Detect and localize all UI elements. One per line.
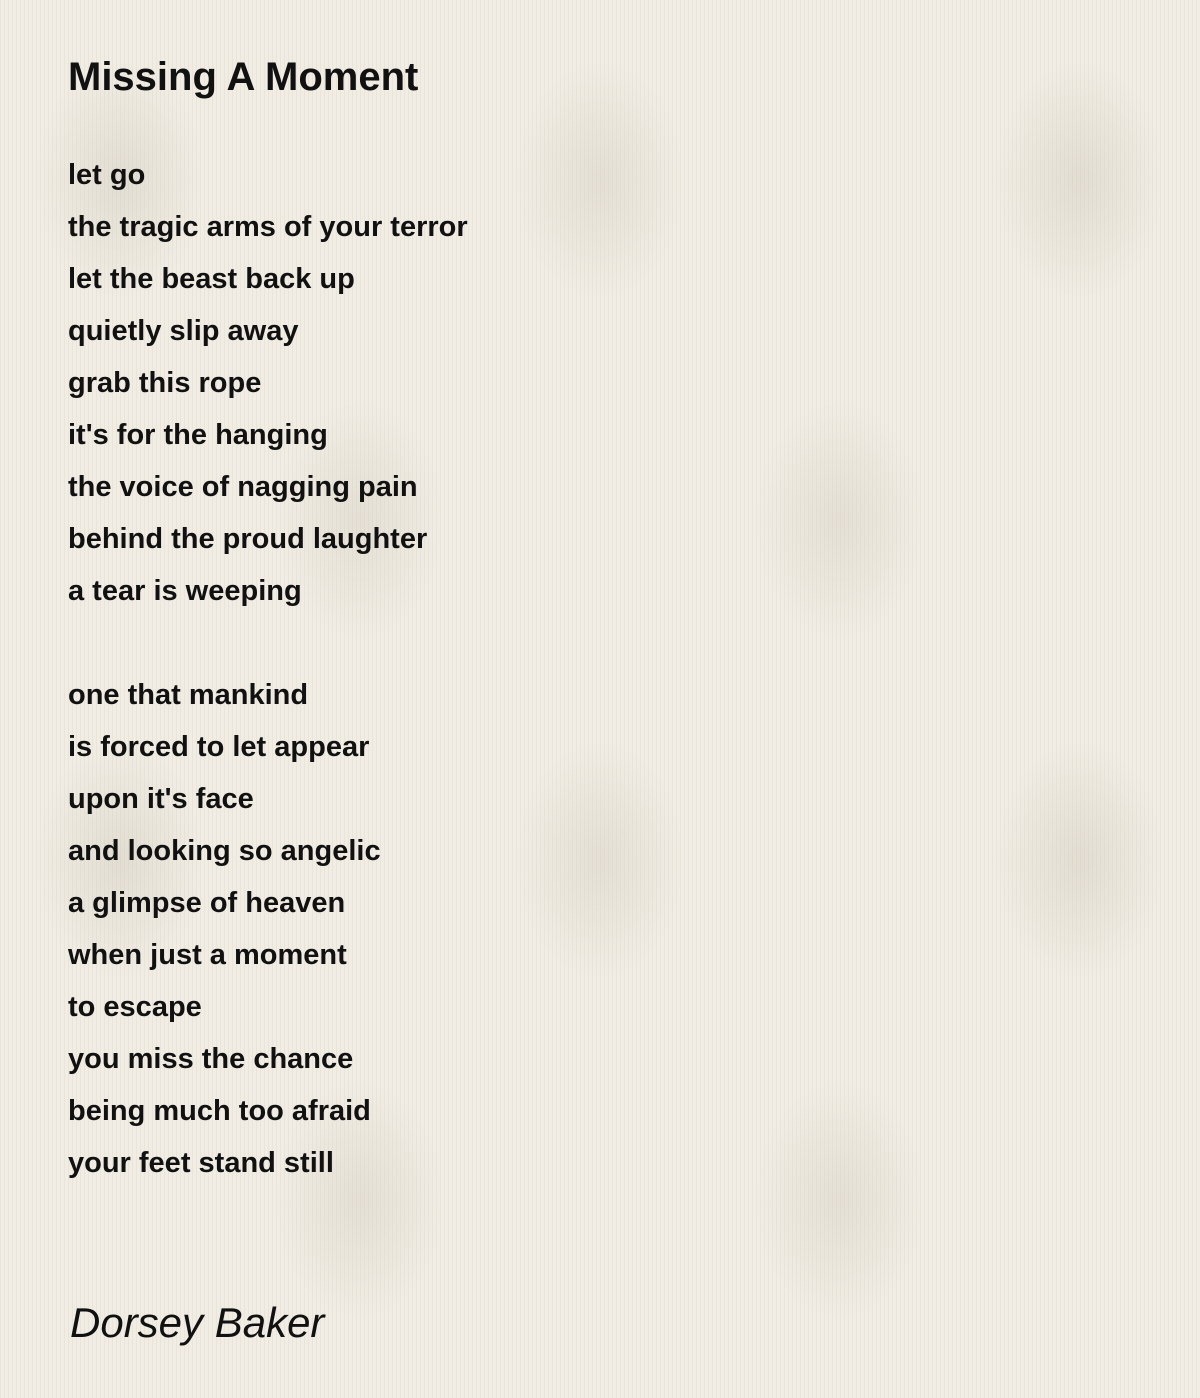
- stanza-2: [68, 669, 768, 1189]
- poem-line: grab this rope: [68, 367, 262, 399]
- poem-line: the tragic arms of your terror: [68, 211, 468, 243]
- poem-line: to escape: [68, 991, 202, 1023]
- poem-line: quietly slip away: [68, 315, 299, 347]
- poem-line: when just a moment: [68, 939, 347, 971]
- poem-line: let go: [68, 159, 146, 191]
- poem-body: [68, 149, 768, 1241]
- poem-line: your feet stand still: [68, 1147, 334, 1179]
- poem-line: you miss the chance: [68, 1043, 354, 1075]
- poem-line: is forced to let appear: [68, 731, 370, 763]
- poem-line: behind the proud laughter: [68, 523, 428, 555]
- poem-line: a tear is weeping: [68, 575, 302, 607]
- poem-line: being much too afraid: [68, 1095, 371, 1127]
- poem-line: the voice of nagging pain: [68, 471, 418, 503]
- poem-line: a glimpse of heaven: [68, 887, 346, 919]
- poem-line: let the beast back up: [68, 263, 355, 295]
- poem-author: Dorsey Baker: [70, 1299, 325, 1346]
- poem-title: Missing A Moment: [68, 55, 419, 99]
- stanza-1: [68, 149, 768, 617]
- poem-line: one that mankind: [68, 679, 309, 711]
- poem-line: it's for the hanging: [68, 419, 328, 451]
- poem-line: and looking so angelic: [68, 835, 381, 867]
- poem-line: upon it's face: [68, 783, 254, 815]
